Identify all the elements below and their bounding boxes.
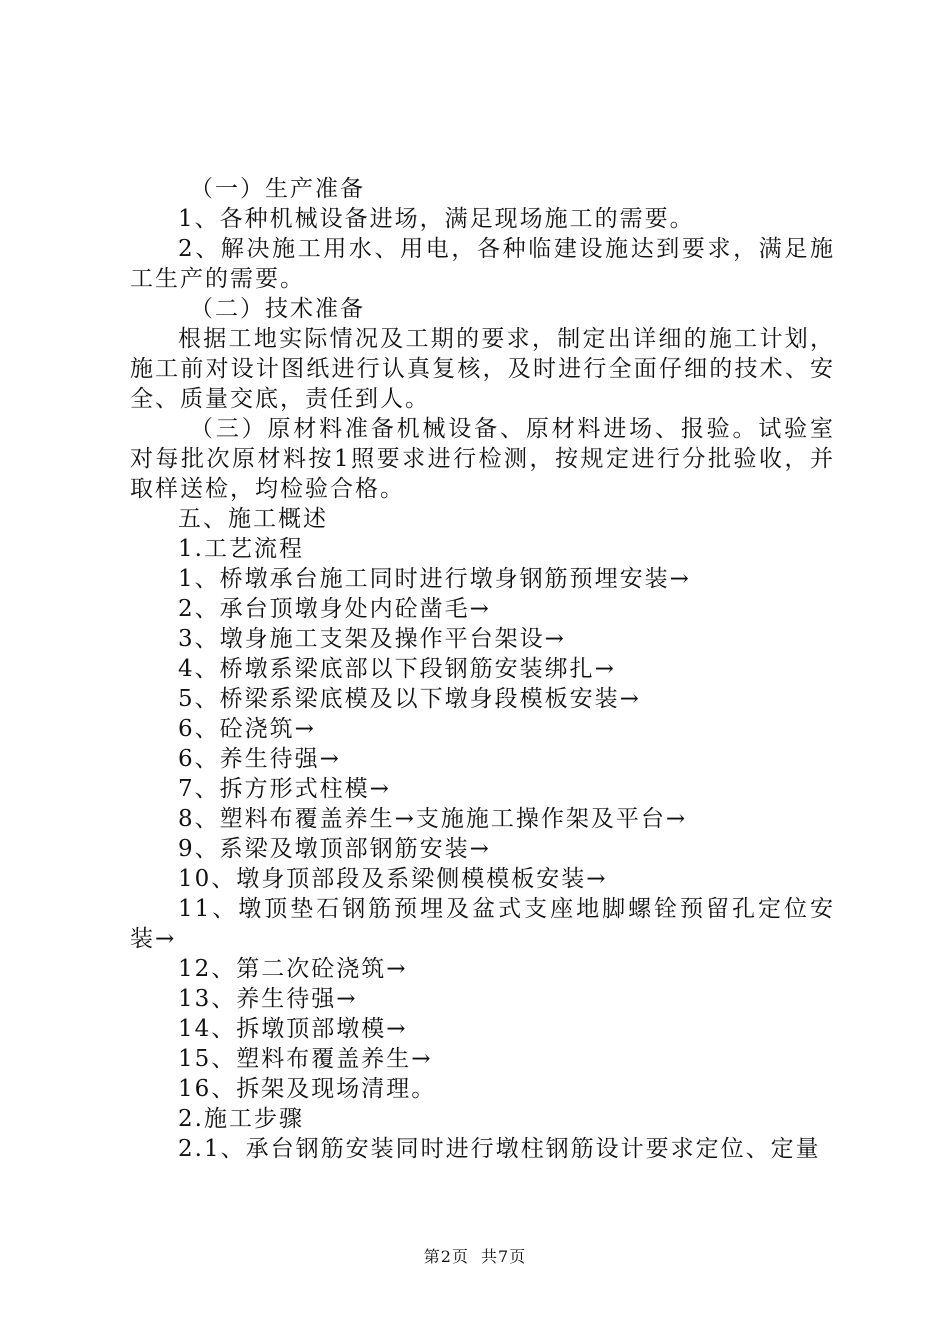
body-paragraph: 4、桥墩系梁底部以下段钢筋安装绑扎→ — [178, 656, 616, 682]
body-paragraph: 2、承台顶墩身处内砼凿毛→ — [178, 596, 491, 622]
body-paragraph: 7、拆方形式柱模→ — [178, 776, 391, 802]
body-paragraph: 五、施工概述 — [178, 506, 328, 532]
body-paragraph: （二）技术准备 — [190, 296, 365, 322]
body-paragraph: 2、解决施工用水、用电，各种临建设施达到要求，满足施工生产的需要。 — [130, 236, 835, 292]
body-paragraph: 1、桥墩承台施工同时进行墩身钢筋预埋安装→ — [178, 566, 691, 592]
body-paragraph: 11、墩顶垫石钢筋预埋及盆式支座地脚螺铨预留孔定位安装→ — [130, 896, 835, 952]
page-footer — [0, 1244, 950, 1267]
body-paragraph: 14、拆墩顶部墩模→ — [178, 1016, 408, 1042]
body-paragraph: 5、桥梁系梁底模及以下墩身段模板安装→ — [178, 686, 641, 712]
body-paragraph: （一）生产准备 — [190, 176, 365, 202]
body-paragraph: 2.施工步骤 — [178, 1106, 304, 1132]
document-body — [130, 174, 835, 1164]
body-paragraph: 2.1、承台钢筋安装同时进行墩柱钢筋设计要求定位、定量 — [178, 1136, 821, 1162]
body-paragraph: 根据工地实际情况及工期的要求，制定出详细的施工计划，施工前对设计图纸进行认真复核，及时进行全面仔细的技术、安全、质量交底，责任到人。 — [130, 326, 835, 412]
body-paragraph: 10、墩身顶部段及系梁侧模模板安装→ — [178, 866, 608, 892]
body-paragraph: 3、墩身施工支架及操作平台架设→ — [178, 626, 566, 652]
body-paragraph: 1、各种机械设备进场，满足现场施工的需要。 — [178, 206, 695, 232]
page-number: 第2页 — [423, 1247, 469, 1266]
body-paragraph: 15、塑料布覆盖养生→ — [178, 1046, 433, 1072]
body-paragraph: 12、第二次砼浇筑→ — [178, 956, 408, 982]
body-paragraph: 6、养生待强→ — [178, 746, 341, 772]
body-paragraph: 8、塑料布覆盖养生→支施施工操作架及平台→ — [178, 806, 688, 832]
body-paragraph: 6、砼浇筑→ — [178, 716, 316, 742]
body-paragraph: 1.工艺流程 — [178, 536, 304, 562]
body-paragraph: （三）原材料准备机械设备、原材料进场、报验。试验室对每批次原材料按1照要求进行检测，按规定进行分批验收，并取样送检，均检验合格。 — [130, 416, 835, 502]
body-paragraph: 13、养生待强→ — [178, 986, 358, 1012]
body-paragraph: 16、拆架及现场清理。 — [178, 1076, 437, 1102]
body-paragraph: 9、系梁及墩顶部钢筋安装→ — [178, 836, 491, 862]
page-total: 共7页 — [481, 1247, 527, 1266]
